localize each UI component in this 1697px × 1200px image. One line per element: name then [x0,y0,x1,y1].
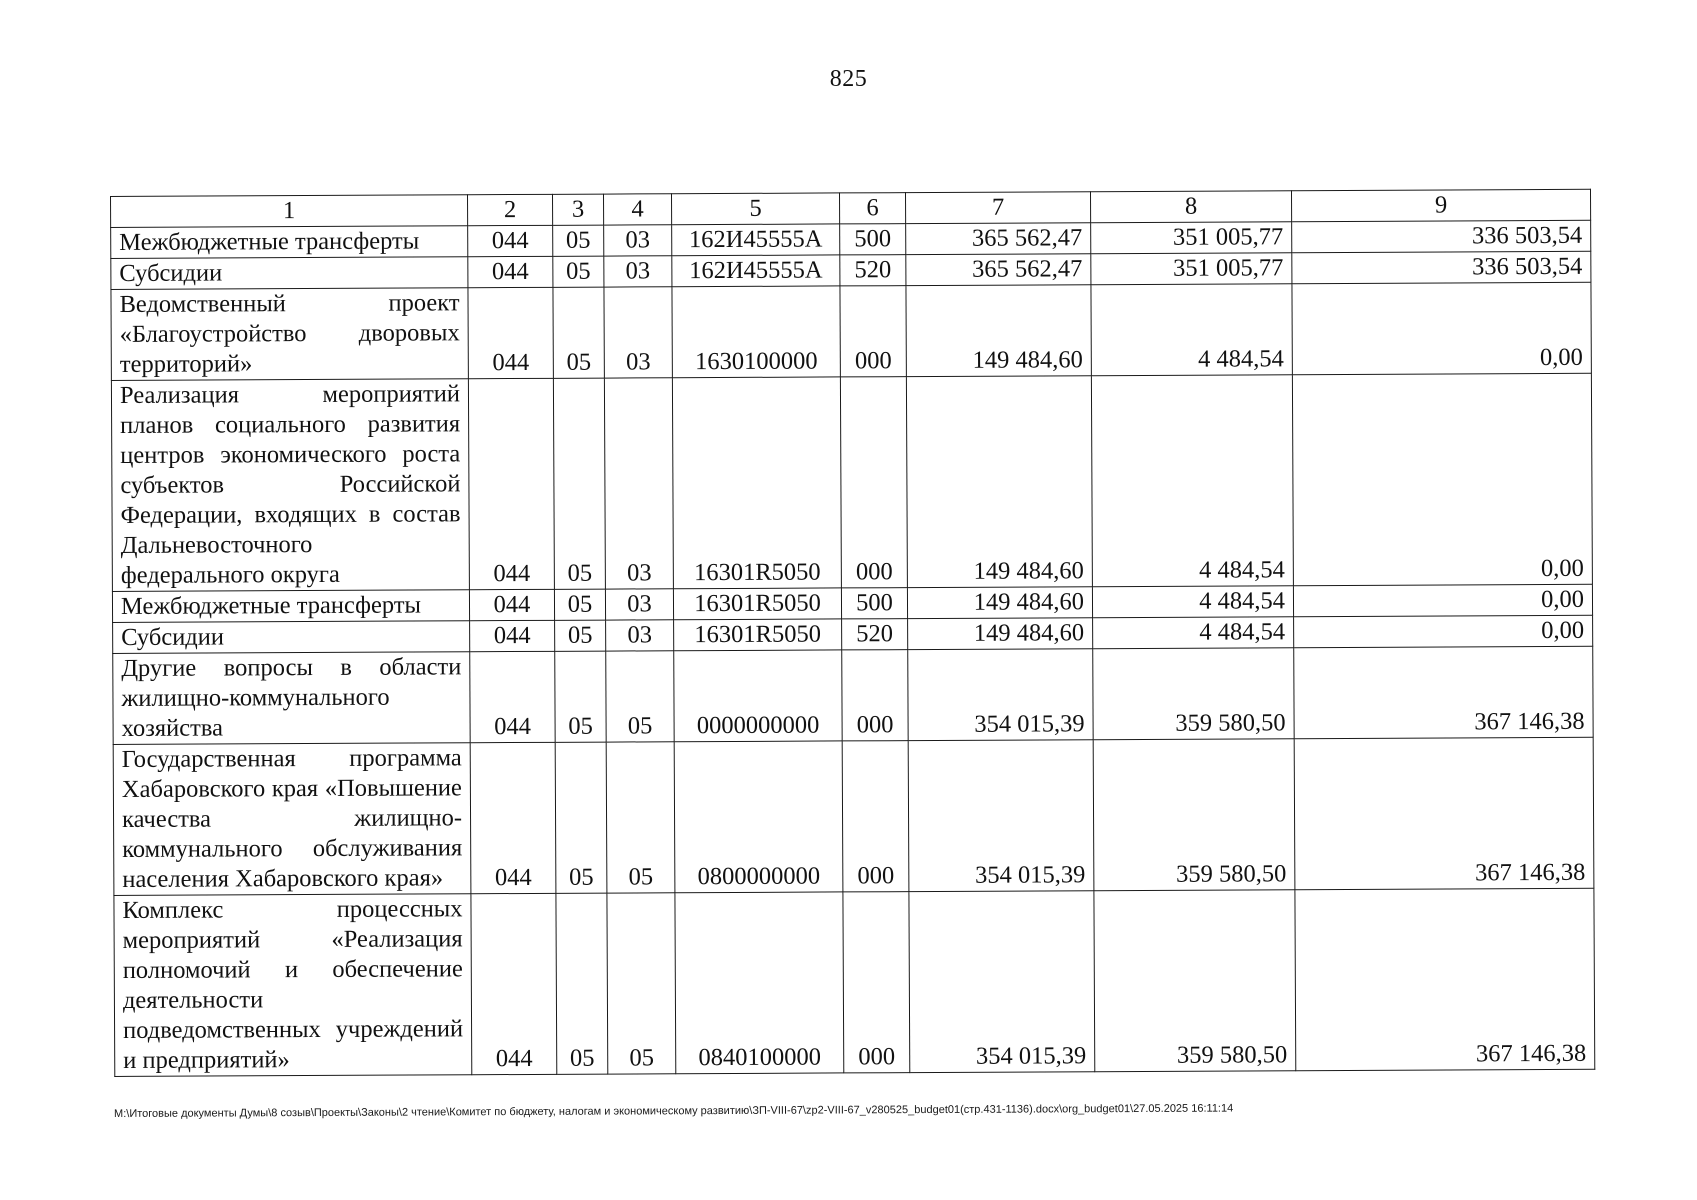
row-name-cell: Комплекс процессных мероприятий «Реализация полномочий и обеспечение деятельности подведомственных учреждений и предприятий» [114,894,472,1077]
table-row [114,888,1595,1076]
expense-type-cell: 500 [841,588,907,619]
ministry-code-cell: 044 [470,742,556,893]
ministry-code-cell: 044 [470,620,555,651]
ministry-code-cell: 044 [468,225,553,256]
table-row [113,646,1593,744]
table-row [113,737,1594,895]
target-article-cell: 0800000000 [674,741,843,893]
amount-col-8-cell: 4 484,54 [1091,375,1293,587]
subsection-code-cell: 05 [606,651,674,742]
section-code-cell: 05 [555,620,606,651]
amount-col-8-cell: 4 484,54 [1091,284,1292,376]
header-col-5: 5 [671,193,839,225]
target-article-cell: 16301R5050 [673,588,841,620]
expense-type-cell: 000 [840,286,906,377]
expense-type-cell: 520 [840,255,906,286]
amount-col-7-cell: 149 484,60 [906,376,1092,588]
header-col-2: 2 [467,194,552,225]
section-code-cell: 05 [554,589,605,620]
amount-col-7-cell: 149 484,60 [907,587,1092,619]
table-row [111,373,1592,591]
target-article-cell: 162И45555А [672,255,840,287]
row-name-cell: Межбюджетные трансферты [112,590,469,623]
amount-col-9-cell: 367 146,38 [1295,888,1595,1070]
subsection-code-cell: 03 [604,287,672,378]
row-name-cell: Субсидии [113,621,470,654]
table-body [111,220,1595,1076]
amount-col-9-cell: 336 503,54 [1292,251,1591,283]
subsection-code-cell: 03 [604,225,672,256]
amount-col-9-cell: 367 146,38 [1294,737,1594,889]
row-name-cell: Ведомственный проект «Благоустройство дворовых территорий» [111,288,468,381]
amount-col-8-cell: 359 580,50 [1093,648,1294,740]
expense-type-cell: 000 [842,650,908,741]
section-code-cell: 05 [553,378,605,589]
header-col-7: 7 [905,192,1090,224]
expense-type-cell: 000 [840,377,907,588]
header-col-3: 3 [552,194,603,225]
budget-table-container [110,189,1594,1077]
ministry-code-cell: 044 [468,287,553,378]
section-code-cell: 05 [555,742,607,893]
header-col-4: 4 [603,194,671,225]
amount-col-7-cell: 365 562,47 [906,223,1091,255]
amount-col-8-cell: 4 484,54 [1092,586,1293,618]
subsection-code-cell: 03 [606,620,674,651]
target-article-cell: 0000000000 [674,650,842,742]
amount-col-9-cell: 367 146,38 [1294,646,1593,738]
header-col-1: 1 [111,195,468,228]
amount-col-9-cell: 336 503,54 [1292,220,1591,252]
header-col-9: 9 [1291,189,1590,221]
expense-type-cell: 500 [840,224,906,255]
ministry-code-cell: 044 [471,893,557,1074]
row-name-cell: Другие вопросы в области жилищно-коммунального хозяйства [113,652,470,745]
amount-col-8-cell: 351 005,77 [1091,222,1292,254]
amount-col-9-cell: 0,00 [1293,584,1592,616]
subsection-code-cell: 05 [607,893,676,1074]
ministry-code-cell: 044 [470,651,555,742]
ministry-code-cell: 044 [468,378,554,589]
section-code-cell: 05 [555,651,606,742]
row-name-cell: Субсидии [111,257,468,290]
header-col-6: 6 [839,193,905,224]
amount-col-8-cell: 359 580,50 [1093,739,1295,891]
amount-col-7-cell: 354 015,39 [908,649,1093,741]
amount-col-7-cell: 354 015,39 [908,740,1094,892]
amount-col-9-cell: 0,00 [1292,282,1591,374]
amount-col-9-cell: 0,00 [1292,373,1592,585]
section-code-cell: 05 [553,256,604,287]
subsection-code-cell: 05 [606,742,675,893]
amount-col-7-cell: 365 562,47 [906,254,1091,286]
subsection-code-cell: 03 [604,378,673,589]
subsection-code-cell: 03 [605,589,673,620]
target-article-cell: 16301R5050 [674,619,842,651]
ministry-code-cell: 044 [468,256,553,287]
target-article-cell: 16301R5050 [672,377,841,589]
row-name-cell: Реализация мероприятий планов социального развития центров экономического роста субъектов Российской Федерации, входящих в состав Дальневосточного федерального округа [111,379,469,592]
amount-col-8-cell: 359 580,50 [1094,890,1296,1072]
expense-type-cell: 520 [842,619,908,650]
row-name-cell: Межбюджетные трансферты [111,226,468,259]
header-col-8: 8 [1090,191,1291,223]
amount-col-8-cell: 351 005,77 [1091,253,1292,285]
target-article-cell: 0840100000 [675,892,844,1074]
row-name-cell: Государственная программа Хабаровского края «Повышение качества жилищно-коммунального обслуживания населения Хабаровского края» [113,743,471,896]
expense-type-cell: 000 [842,741,909,892]
amount-col-8-cell: 4 484,54 [1093,617,1294,649]
target-article-cell: 162И45555А [672,224,840,256]
amount-col-7-cell: 149 484,60 [908,618,1093,650]
expense-type-cell: 000 [843,892,910,1073]
table-row [111,282,1591,380]
amount-col-7-cell: 149 484,60 [906,285,1091,377]
target-article-cell: 1630100000 [672,286,840,378]
subsection-code-cell: 03 [604,256,672,287]
page-number: 825 [829,66,868,92]
ministry-code-cell: 044 [469,589,554,620]
document-file-path: M:\Итоговые документы Думы\8 созыв\Проекты\Законы\2 чтение\Комитет по бюджету, налогам и экономическому развитию\ЗП-VIII-67\zp2-VIII-67_v280525_budget01(стр.431-1136).docx\org_budget01\27.05.2025 16:11:14 [114,1102,1234,1120]
section-code-cell: 05 [553,287,604,378]
amount-col-9-cell: 0,00 [1294,615,1593,647]
section-code-cell: 05 [553,225,604,256]
section-code-cell: 05 [556,893,608,1074]
budget-table [110,189,1595,1077]
amount-col-7-cell: 354 015,39 [909,891,1095,1073]
